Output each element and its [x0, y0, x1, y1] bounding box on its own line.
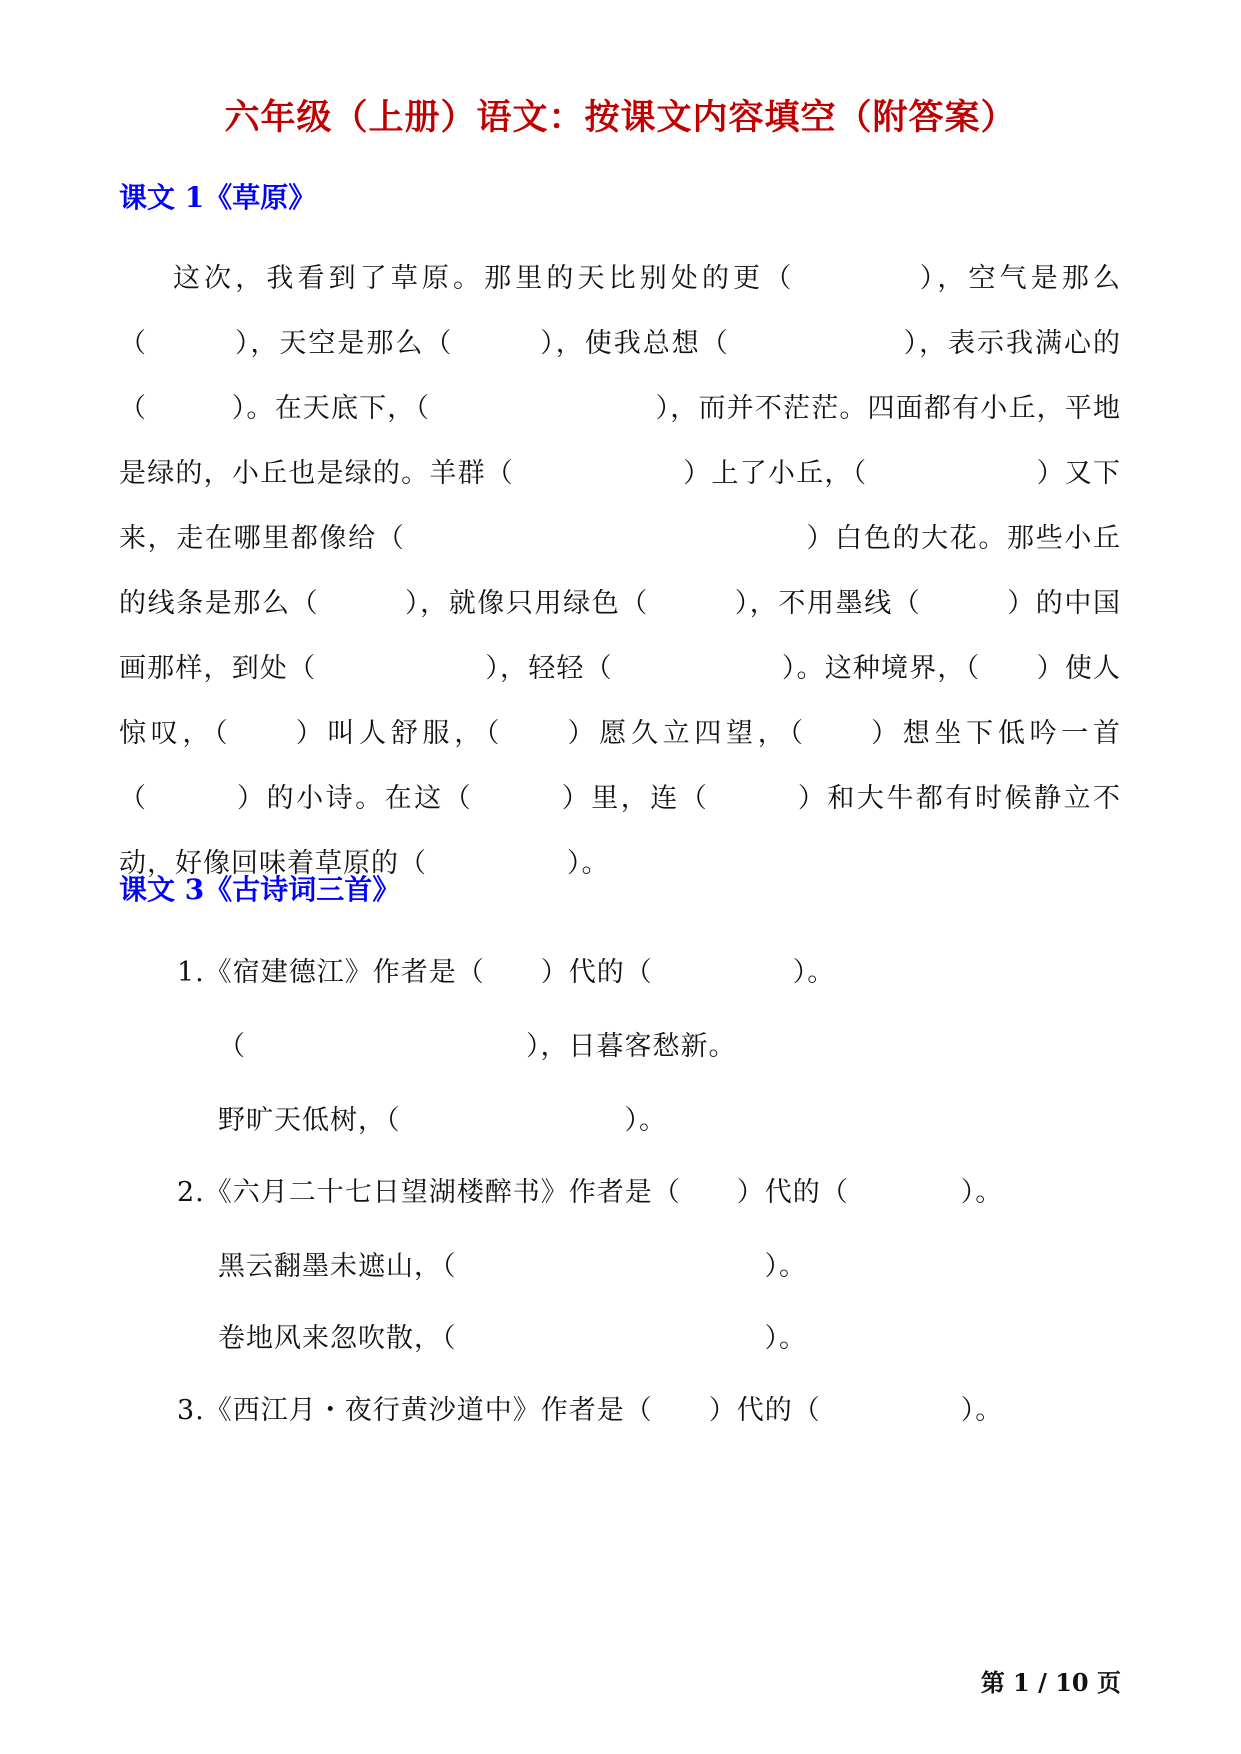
- page-number: 第 1 / 10 页: [980, 1668, 1121, 1697]
- section-heading-gushici: 课文 3《古诗词三首》: [119, 873, 401, 906]
- section-heading-caoyuan: 课文 1《草原》: [119, 181, 317, 214]
- question-1: 1.《宿建德江》作者是（ ）代的（ ）。: [177, 957, 836, 988]
- document-title: 六年级（上册）语文：按课文内容填空（附答案）: [224, 97, 1017, 138]
- poem-line: 野旷天低树，（ ）。: [218, 1105, 667, 1136]
- poem-line: 黑云翻墨未遮山，（ ）。: [218, 1251, 807, 1282]
- poem-line: （ ），日暮客愁新。: [218, 1031, 737, 1062]
- question-3: 3.《西江月・夜行黄沙道中》作者是（ ）代的（ ）。: [177, 1395, 1004, 1426]
- poem-line: 卷地风来忽吹散，（ ）。: [218, 1323, 807, 1354]
- fill-in-paragraph-caoyuan: 这次，我看到了草原。那里的天比别处的更（ ），空气是那么（ ），天空是那么（ ），使我总想（ ），表示我满心的（ ）。在天底下，（ ），而并不茫茫。四面都有小丘，平地是绿的，小丘也是绿的。羊群（ ）上了小丘，（ ）又下来，走在哪里都像给（ ）白色的大花。那些小丘的线条是那么（ ），就像只用绿色（ ），不用墨线（ ）的中国画那样，到处（ ），轻轻（ ）。这种境界，（ ）使人惊叹，（ ）叫人舒服，（ ）愿久立四望，（ ）想坐下低吟一首（ ）的小诗。在这（ ）里，连（ ）和大牛都有时候静立不动，好像回味着草原的（ ）。: [119, 263, 1121, 879]
- question-2: 2.《六月二十七日望湖楼醉书》作者是（ ）代的（ ）。: [177, 1177, 1004, 1208]
